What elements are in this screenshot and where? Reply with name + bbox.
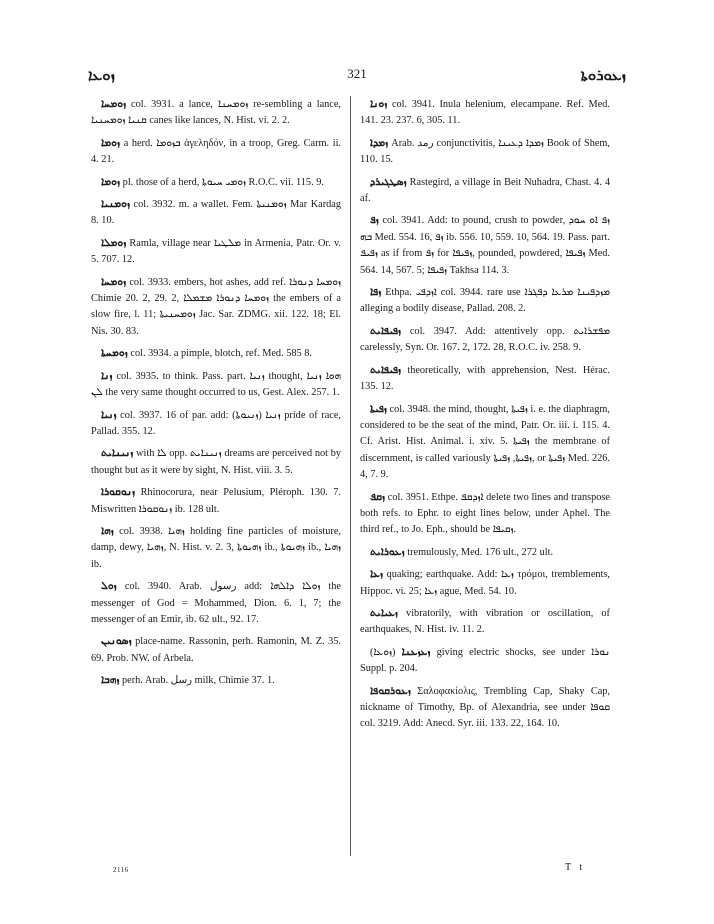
entry-definition: Arab. رمد conjunctivitis, ܙܡܕܐ ܕܥܝܢܐ Book of Shem, 110. 15. <box>360 137 610 166</box>
dictionary-entry <box>360 683 610 733</box>
entry-definition: col. 3941. Inula helenium, elecampane. Ref. Med. 141. 23. 237. 6, 305. 11. <box>360 99 610 127</box>
entry-definition: pl. those of a herd, ܙܘܡܝ ܚܝܘܬܐ R.O.C. vii. 115. 9. <box>122 176 324 188</box>
entry-definition: Rastegird, a village in Beit Nuhadra, Chast. 4. 4 af. <box>360 176 610 205</box>
entry-definition: col. 3941. Add: to pound, crush to powder, ܙܦ ܐܘ ܚܘܕ ܒܗ Med. 554. 16, ܙܦ ib. 556. 10, 559. 10, 564. 19. Pass. part. ܙܦܝܦ as if from ܙܦ for ܙܦܝܦܐ, pounded, powdered, ܙܦܝܦܐ Med. 564. 14, 567. 5; ܙܦܝܦܐ Takhsa 114. 3. <box>360 215 611 276</box>
dictionary-entry <box>360 362 610 396</box>
left-running-headword: ܙܘܥܐ <box>88 66 116 84</box>
dictionary-entry <box>360 544 610 561</box>
entry-definition: col. 3947. Add: attentively opp. ܡܦܫܪܐܝܬ carelessly, Syn. Or. 167. 2, 172. 28, R.O.C. iv. 258. 9. <box>360 325 611 354</box>
entry-headword: ܙܢܘܩܘܪܐ <box>101 486 136 499</box>
entry-headword: ܙܦܝܬܐ <box>370 402 387 415</box>
dictionary-entry <box>91 274 341 341</box>
entry-headword: ܙܦܝܦܐܝܬ <box>370 363 402 376</box>
entry-definition: col. 3940. Arab. رسول add: ܙܘܠܐ ܕܐܠܗܐ the messenger of God = Mohammed, Dion. 6. 1, 7; the messenger of an Emir, ib. 62 ult., 92. 17. <box>91 581 341 625</box>
dictionary-entry <box>360 96 610 130</box>
dictionary-entry <box>91 196 341 230</box>
entry-definition: col. 3951. Ethpe. ܐܙܕܩܦ delete two lines and transpose both refs. to Ephr. to eight lines below, under Aphel. The third ref., to Jo. Eph., should be ܙܩܝܦܐ. <box>360 491 610 536</box>
entry-headword: ܙܦܐ <box>370 286 382 299</box>
dictionary-entry <box>360 212 610 279</box>
entry-headword: ܙܣܘܢܝܢ <box>101 635 132 648</box>
entry-definition: with ܠܐ opp. ܙܢܝܢܐܝܬ dreams are perceived not by thought but as it were by sight, N. Hist. viii. 3. 5. <box>91 448 341 476</box>
dictionary-entry <box>360 174 610 208</box>
entry-headword: ܙܥܝܐܝܬ <box>370 606 398 619</box>
page-number: 321 <box>347 66 367 81</box>
entry-headword: ܙܢܝܐ <box>101 408 117 421</box>
dictionary-entry <box>91 96 341 130</box>
entry-headword: ܙܗܒܐ <box>101 674 120 687</box>
entry-headword: ܙܘܡܚܬܐ <box>101 347 128 360</box>
dictionary-entry <box>360 401 610 484</box>
dictionary-entry <box>91 407 341 441</box>
dictionary-entry <box>360 605 610 639</box>
dictionary-entry <box>91 484 341 518</box>
entry-headword: ܙܘܡܚܐ <box>101 275 127 288</box>
entry-headword: ܙܘܡܠܐ <box>101 236 127 249</box>
dictionary-entry <box>91 235 341 269</box>
entry-definition: place-name. Rassonin, perh. Ramonin, M. Z. 35. 69. Prob. NW. of Arbela. <box>91 636 341 664</box>
entry-definition: col. 3938. ܙܗܝܐ holding fine particles of moisture, damp, dewy, ܙܗܝܐ, N. Hist. v. 2. 3, ܙܗܝܘܬܐ ib., ܙܗܝܘܬܐ ib., ܙܗܝܐ ib. <box>91 525 341 570</box>
signature-mark: T t <box>565 862 586 873</box>
entry-headword: ܙܦܝܦܐܝܬ <box>370 324 402 337</box>
entry-definition: quaking; earthquake. Add: ܙܥܐ τρόμοι, tremblements, Hippoc. vi. 25; ܙܥܐ ague, Med. 54. 10. <box>360 569 610 597</box>
dictionary-entry <box>91 523 341 573</box>
entry-definition: Ethpa. ܐܙܕܦܝ col. 3944. rare use ܡܙܕܦܝܢܐ ܡܪܥܐ ܕܦܓܪܐ alleging a bodily disease, Pallad. 208. 2. <box>360 287 611 315</box>
entry-headword: ܙܩܦ <box>370 490 386 503</box>
dictionary-entry <box>360 566 610 600</box>
dictionary-entry <box>360 489 610 539</box>
entry-headword: ܙܢܐ <box>101 369 113 382</box>
entry-headword: ܙܘܡܚܐ <box>101 98 127 110</box>
dictionary-entry <box>360 323 610 357</box>
entry-headword: ܙܘܡܐ <box>101 136 121 149</box>
dictionary-entry <box>91 672 341 689</box>
entry-definition: vibratorily, with vibration or oscillation, of earthquakes, N. Hist. iv. 11. 2. <box>360 607 610 636</box>
dictionary-entry <box>360 284 610 318</box>
dictionary-entry <box>91 174 341 191</box>
entry-definition: col. 3931. a lance, ܙܘܡܚܢܐ re-sembling a lance, ܩܢܝܐ ܙܘܡܚܢܝܐ canes like lances, N. Hist. vi. 2. 2. <box>91 99 342 127</box>
entry-definition: col. 3934. a pimple, blotch, ref. Med. 585 8. <box>130 348 312 360</box>
entry-definition: col. 3937. 16 of par. add: ܙܢܝܐ (ܙܢܝܘܬܐ) pride of race, Pallad. 355. 12. <box>91 409 341 437</box>
dictionary-entry <box>91 345 341 362</box>
entry-definition: Σαλοφακίολις, Trembling Cap, Shaky Cap, nickname of Timothy, Bp. of Alexandria, see under ܩܘܦܐ col. 3219. Add: Anecd. Syr. iii. 133. 22, 164. 10. <box>360 685 610 730</box>
entry-headword: ܙܘܢܐ <box>370 98 388 110</box>
entry-headword: ܙܥܐ <box>370 568 384 581</box>
dictionary-entry <box>91 633 341 667</box>
entry-headword: ܙܡܕܐ <box>370 136 389 149</box>
dictionary-entry <box>360 135 610 169</box>
entry-definition: a herd. ܒܙܘܡܐ ἀγεληδόν, in a troop, Greg. Carm. ii. 4. 21. <box>91 137 342 166</box>
entry-headword: ܙܗܐ <box>101 524 114 537</box>
entry-headword: ܙܥܘܪܐܝܬ <box>370 545 405 558</box>
entry-definition: tremulously, Med. 176 ult., 272 ult. <box>407 546 554 558</box>
left-column <box>91 96 341 695</box>
entry-definition: col. 3948. the mind, thought, ܙܦܝܬܐ i. e. the diaphragm, considered to be the seat of the mind, Patr. Or. iii. i. 115. 4. Cf. Arist. Hist. Animal. i. xiv. 5. ܙܦܝܬܐ the membrane of discernment, is called variously ܙܦܝܬܐ, ܙܦܝܬܐ, or ܙܦܝܬܐ Med. 226. 4, 7. 9. <box>360 403 611 481</box>
entry-headword: ܙܥܘܪܩܘܦܐ <box>370 684 411 697</box>
entry-headword: ܙܘܡܢܝܐ <box>101 198 131 211</box>
entry-definition: (ܙܘܥܐ) giving electric shocks, see under ܢܘܪܐ Suppl. p. 204. <box>360 646 611 675</box>
entry-definition: perh. Arab. رسل milk, Chimie 37. 1. <box>122 675 275 687</box>
right-column <box>360 96 610 738</box>
entry-headword: ܙܘܡܐ <box>101 175 121 188</box>
entry-headword: ܙܥܙܥܢܐ <box>401 645 431 658</box>
entry-definition: col. 3935. to think. Pass. part. ܙܢܝܐ thought, ܗܘܐ ܙܢܝܐ ܠܢ the very same thought occurred to us, Gest. Alex. 257. 1. <box>91 370 341 399</box>
right-running-headword: ܙܥܘܪܘܬܐ <box>580 66 626 84</box>
dictionary-entry <box>91 368 341 402</box>
entry-headword: ܙܣܛܓܝܪܕ <box>370 175 407 188</box>
dictionary-entry <box>360 644 610 678</box>
entry-headword: ܙܢܝܢܐܝܬ <box>101 447 134 460</box>
column-divider <box>350 96 351 856</box>
entry-definition: Rhinocorura, near Pelusium, Pléroph. 130. 7. Miswritten ܙܢܘܩܘܪܐ ib. 128 ult. <box>91 487 342 515</box>
entry-definition: col. 3932. m. a wallet. Fem. ܙܘܡܢܝܬܐ Mar Kardag 8. 10. <box>91 199 342 227</box>
running-head <box>88 66 626 88</box>
entry-definition: Ramla, village near ܡܠܛܝܐ in Armenia, Patr. Or. v. 5. 707. 12. <box>91 237 341 266</box>
dictionary-entry <box>91 135 341 169</box>
entry-headword: ܙܦ <box>370 214 379 227</box>
dictionary-entry <box>91 578 341 628</box>
entry-definition: theoretically, with apprehension, Nest. Héraс. 135. 12. <box>360 364 610 393</box>
printer-signature: 2116 <box>113 866 129 874</box>
dictionary-entry <box>91 445 341 479</box>
entry-headword: ܙܘܠ <box>101 580 117 593</box>
entry-definition: col. 3933. embers, hot ashes, add ref. ܙܘܡܚܐ ܕܢܘܪܐ Chimie 20. 2, 29. 2, ܙܘܡܚܐ ܕܢܘܪܐ ܡܫܡܠܐ the embers of a slow fire, l. 11; ܙܘܡܚܢܝܬܐ Jac. Sar. ZDMG. xii. 122. 18; El. Nis. 30. 83. <box>91 276 341 337</box>
